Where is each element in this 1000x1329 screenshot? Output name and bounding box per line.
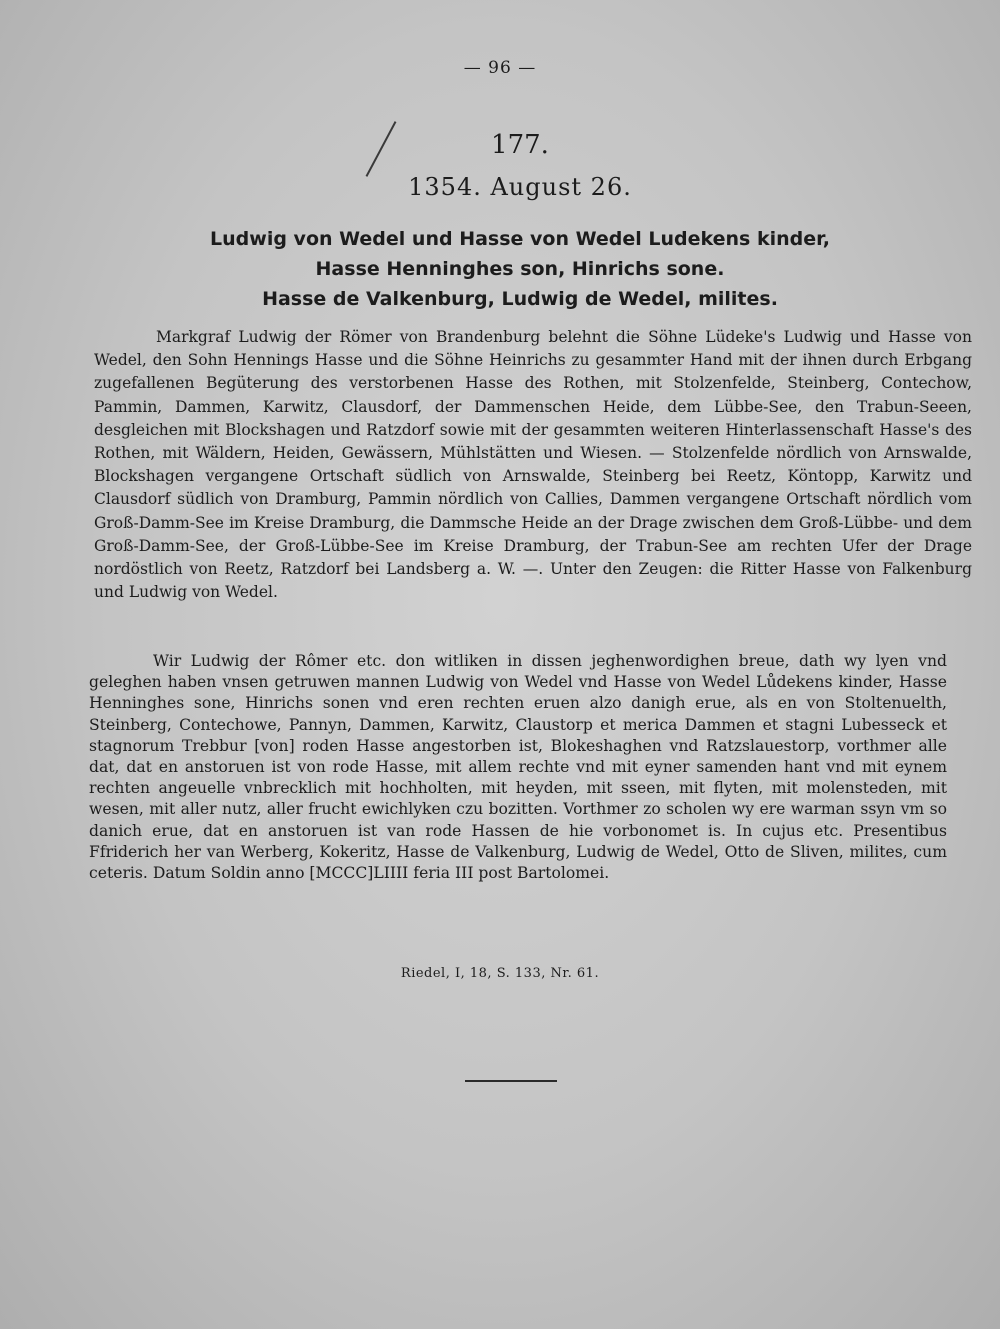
document-number: 177. xyxy=(491,130,549,160)
summary-paragraph: Markgraf Ludwig der Römer von Brandenburg belehnt die Söhne Lüdeke's Ludwig und Hasse von Wedel, den Sohn Hennings Hasse und die Söhne Heinrichs zu gesammter Hand mit der ihnen durch Erbgang zugefallenen Begüterung des verstorbenen Hasse des Rothen, mit Stolzenfelde, Steinberg, Contechow, Pammin, Dammen, Karwitz, Clausdorf, der Dammenschen Heide, dem Lübbe-See, den Trabun-Seeen, desgleichen mit Blockshagen und Ratzdorf sowie mit der gesammten weiteren Hinterlassenschaft Hasse's des Rothen, mit Wäldern, Heiden, Gewässern, Mühlstätten und Wiesen. — Stolzenfelde nördlich von Arnswalde, Blockshagen vergangene Ortschaft südlich von Arnswalde, Steinberg bei Reetz, Köntopp, Karwitz und Clausdorf südlich von Dramburg, Pammin nördlich von Callies, Dammen vergangene Ortschaft nördlich vom Groß-Damm-See im Kreise Dramburg, die Dammsche Heide an der Drage zwischen dem Groß-Lübbe- und dem Groß-Damm-See, der Groß-Lübbe-See im Kreise Dramburg, der Trabun-See am rechten Ufer der Drage nordöstlich von Reetz, Ratzdorf bei Landsberg a. W. —. Unter den Zeugen: die Ritter Hasse von Falkenburg und Ludwig von Wedel. xyxy=(94,328,972,602)
heading-line-3: Hasse de Valkenburg, Ludwig de Wedel, milites. xyxy=(262,288,778,310)
document-heading xyxy=(0,224,1000,314)
document-date: 1354. August 26. xyxy=(408,173,632,201)
page-number: — 96 — xyxy=(463,58,537,78)
heading-line-2: Hasse Henninghes son, Hinrichs sone. xyxy=(315,258,725,280)
charter-text xyxy=(89,651,947,884)
heading-line-1: Ludwig von Wedel und Hasse von Wedel Ludekens kinder, xyxy=(210,228,830,250)
source-citation: Riedel, I, 18, S. 133, Nr. 61. xyxy=(400,966,600,981)
charter-paragraph: Wir Ludwig der Rômer etc. don witliken in dissen jeghenwordighen breue, dath wy lyen vnd geleghen haben vnsen getruwen mannen Ludwig von Wedel vnd Hasse von Wedel Lůdekens kinder, Hasse Henninghes sone, Hinrichs sonen vnd eren rechten eruen alzo danigh erue, als en von Stoltenuelth, Steinberg, Contechowe, Pannyn, Dammen, Karwitz, Claustorp et merica Dammen et stagni Lubesseck et stagnorum Trebbur [von] roden Hasse angestorben ist, Blokeshaghen vnd Ratzslauestorp, vorthmer alle dat, dat en anstoruen ist von rode Hasse, mit allem rechte vnd mit eyner samenden hant vnd mit eynem rechten angeuelle vnbrecklich mit hochholten, mit heyden, mit sseen, mit flyten, mit molensteden, mit wesen, mit aller nutz, aller frucht ewichlyken czu bozitten. Vorthmer zo scholen wy ere warman ssyn vm so danich erue, dat en anstoruen ist van rode Hassen de hie vorbonomet is. In cujus etc. Presentibus Ffriderich her van Werberg, Kokeritz, Hasse de Valkenburg, Ludwig de Wedel, Otto de Sliven, milites, cum ceteris. Datum Soldin anno [MCCC]LIIII feria III post Bartolomei. xyxy=(89,652,947,883)
regest-summary xyxy=(94,326,972,604)
section-divider xyxy=(465,1080,557,1082)
